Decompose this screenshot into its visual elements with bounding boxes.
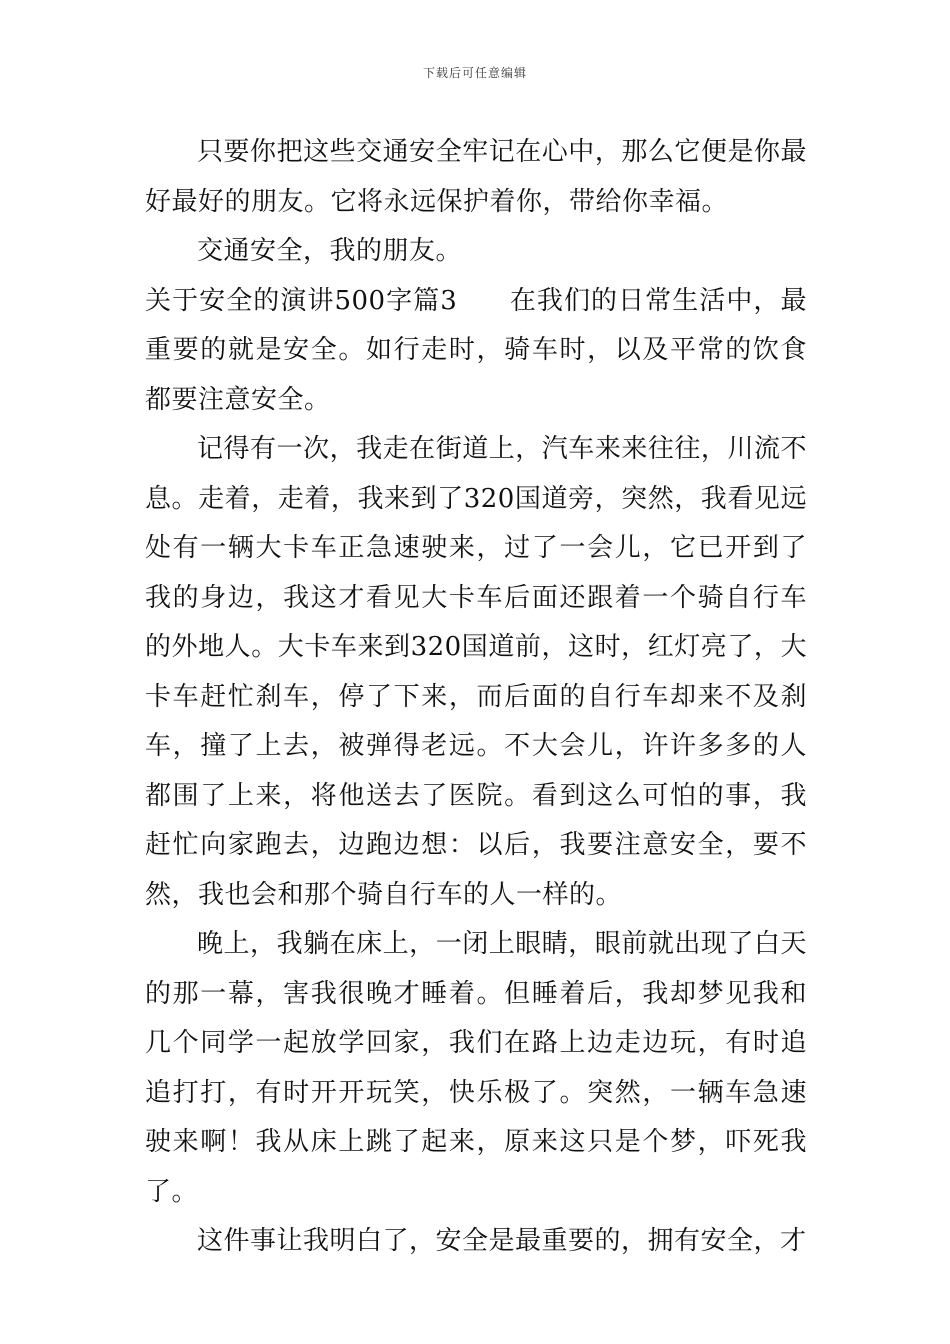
section-first-text: 在我们的日常生活中，最重要的就是安全。如行走时，骑车时，以及平常的饮食都要注意安全。 — [145, 285, 807, 415]
document-body — [145, 128, 807, 1267]
paragraph: 只要你把这些交通安全牢记在心中，那么它便是你最好最好的朋友。它将永远保护着你，带给你幸福。 — [145, 137, 807, 217]
paragraph: 记得有一次，我走在街道上，汽车来来往往，川流不息。走着，走着，我来到了320国道旁，突然，我看见远处有一辆大卡车正急速驶来，过了一会儿，它已开到了我的身边，我这才看见大卡车后面还跟着一个骑自行车的外地人。大卡车来到320国道前，这时，红灯亮了，大卡车赶忙刹车，停了下来，而后面的自行车却来不及刹车，撞了上去，被弹得老远。不大会儿，许许多多的人都围了上来，将他送去了医院。看到这么可怕的事，我赶忙向家跑去，边跑边想：以后，我要注意安全，要不然，我也会和那个骑自行车的人一样的。 — [145, 434, 807, 910]
page-header-note: 下载后可任意编辑 — [422, 66, 527, 80]
section-paragraph — [145, 277, 807, 426]
paragraph: 交通安全，我的朋友。 — [197, 236, 463, 266]
paragraph: 晚上，我躺在床上，一闭上眼睛，眼前就出现了白天的那一幕，害我很晚才睡着。但睡着后，我却梦见我和几个同学一起放学回家，我们在路上边走边玩，有时追追打打，有时开开玩笑，快乐极了。突然，一辆车急速驶来啊！我从床上跳了起来，原来这只是个梦，吓死我了。 — [145, 929, 807, 1207]
section-title: 关于安全的演讲500字篇3 — [145, 285, 458, 316]
paragraph: 这件事让我明白了，安全是最重要的，拥有安全，才 — [197, 1226, 807, 1256]
